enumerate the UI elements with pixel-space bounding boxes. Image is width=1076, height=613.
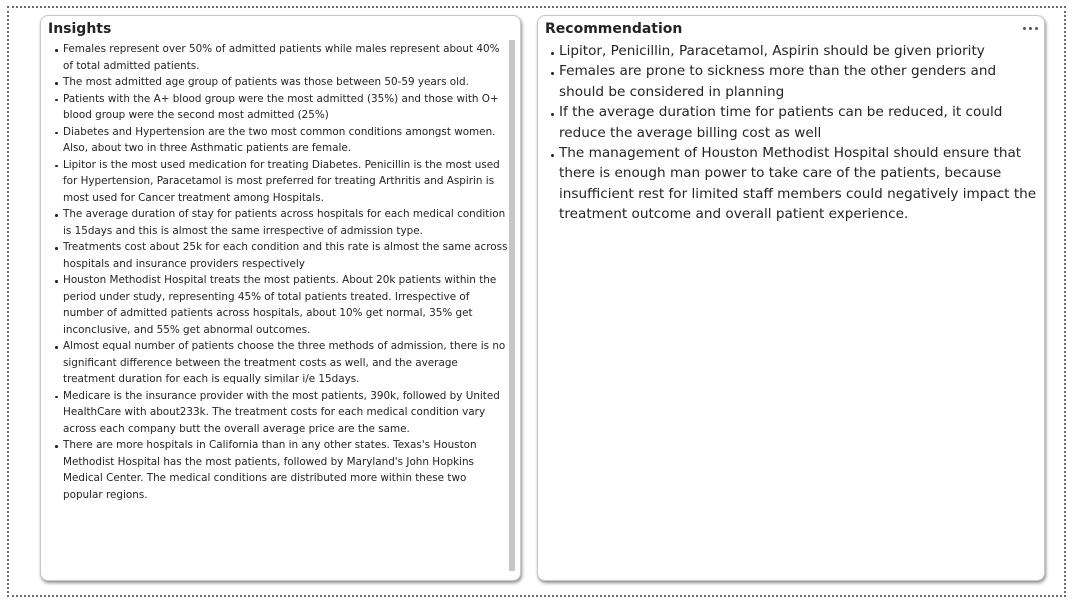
- insight-item: Diabetes and Hypertension are the two most common conditions amongst women. Also, about two in three Asthmatic patients are female.: [53, 124, 509, 157]
- insight-item: Medicare is the insurance provider with the most patients, 390k, followed by United HealthCare with about233k. The treatment costs for each medical condition vary across each company butt the overall average price are the same.: [53, 388, 509, 438]
- insights-card[interactable]: [40, 15, 521, 581]
- insight-item: Females represent over 50% of admitted patients while males represent about 40% of total admitted patients.: [53, 41, 509, 74]
- insight-item: The average duration of stay for patients across hospitals for each medical condition is 15days and this is almost the same irrespective of admission type.: [53, 206, 509, 239]
- insights-title: Insights: [48, 21, 112, 37]
- recommendation-item: The management of Houston Methodist Hospital should ensure that there is enough man power to take care of the patients, because insufficient rest for limited staff members could negatively impact the treatment outcome and overall patient experience.: [550, 143, 1040, 225]
- recommendation-item: If the average duration time for patients can be reduced, it could reduce the average billing cost as well: [550, 102, 1040, 143]
- insight-item: Patients with the A+ blood group were the most admitted (35%) and those with O+ blood group were the second most admitted (25%): [53, 91, 509, 124]
- recommendation-list: [550, 41, 1040, 225]
- recommendation-title: Recommendation: [545, 21, 683, 37]
- recommendation-item: Females are prone to sickness more than the other genders and should be considered in planning: [550, 61, 1040, 102]
- insight-item: Lipitor is the most used medication for treating Diabetes. Penicillin is the most used for Hypertension, Paracetamol is most preferred for treating Arthritis and Aspirin is most used for Cancer treatment among Hospitals.: [53, 157, 509, 207]
- insights-scrollbar-thumb[interactable]: [509, 40, 515, 571]
- insight-item: The most admitted age group of patients was those between 50-59 years old.: [53, 74, 509, 91]
- insights-scrollbar[interactable]: [508, 40, 516, 571]
- insights-list: [53, 41, 509, 503]
- insight-item: Almost equal number of patients choose the three methods of admission, there is no significant difference between the treatment costs as well, and the average treatment duration for each is equally similar i/e 15days.: [53, 338, 509, 388]
- recommendation-card[interactable]: [537, 15, 1045, 581]
- recommendation-item: Lipitor, Penicillin, Paracetamol, Aspirin should be given priority: [550, 41, 1040, 61]
- insight-item: Treatments cost about 25k for each condition and this rate is almost the same across hospitals and insurance providers respectively: [53, 239, 509, 272]
- insight-item: Houston Methodist Hospital treats the most patients. About 20k patients within the period under study, representing 45% of total patients treated. Irrespective of number of admitted patients across hospitals, about 10% get normal, 35% get inconclusive, and 55% get abnormal outcomes.: [53, 272, 509, 338]
- more-options-icon[interactable]: [1023, 22, 1038, 34]
- insight-item: There are more hospitals in California than in any other states. Texas's Houston Methodist Hospital has the most patients, followed by Maryland's John Hopkins Medical Center. The medical conditions are distributed more within these two popular regions.: [53, 437, 509, 503]
